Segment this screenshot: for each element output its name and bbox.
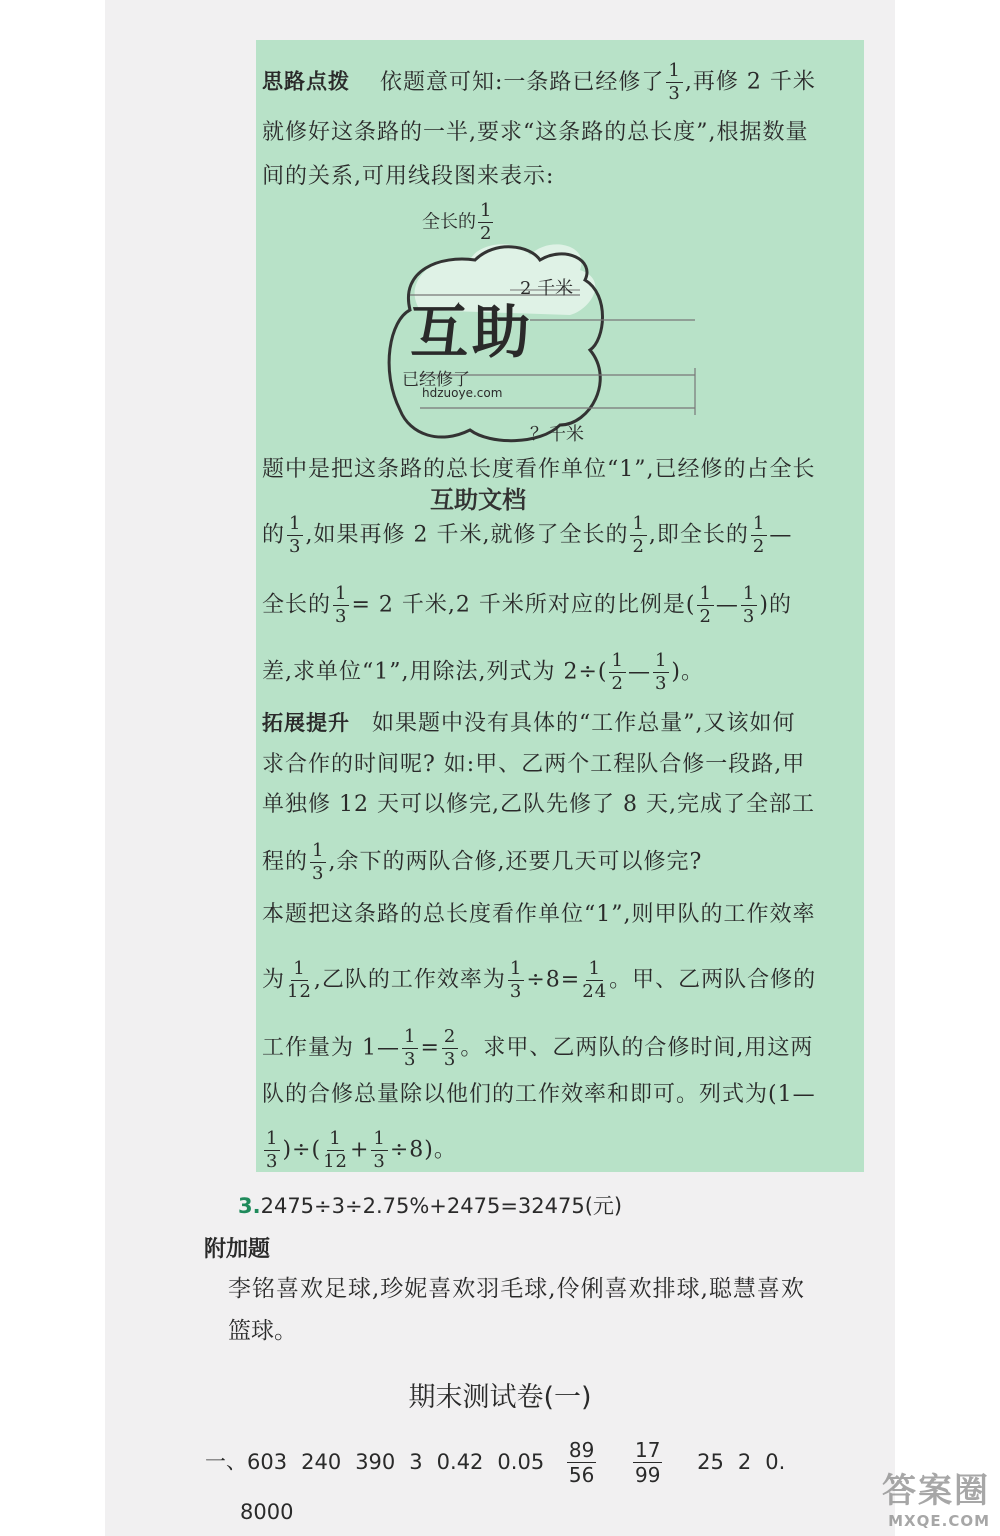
answer-line-1: 一、603 240 390 3 0.42 0.05 $\frac{89}{56}$ $\frac{17}{99}$ 25 2 0.	[205, 1438, 786, 1487]
hint-label: 思路点拨	[262, 69, 350, 94]
extend-line-9: $\frac{1}{3}$ )÷( $\frac{1}{12}$ + $\frac{1}{3}$ ÷8)。	[266, 1128, 457, 1172]
diagram-top-label: 全长的 $\frac{1}{2}$	[422, 200, 492, 244]
exam-title: 期末测试卷(一)	[408, 1382, 592, 1413]
watermark-caption: 互助文档	[430, 486, 526, 514]
extend-line-2: 求合作的时间呢? 如:甲、乙两个工程队合修一段路,甲	[262, 752, 806, 777]
diagram-km-top: 2 千米	[520, 278, 574, 299]
extend-line-7: 工作量为 1— $\frac{1}{3}$ = $\frac{2}{3}$ 。求甲、乙两队的合修时间,用这两	[262, 1026, 814, 1070]
diagram-km-bottom: ？千米	[530, 424, 584, 445]
answer-line-2: 8000	[240, 1500, 294, 1524]
hint-line-3: 间的关系,可用线段图来表示:	[262, 164, 555, 189]
extend-line-1: 拓展提升 如果题中没有具体的“工作总量”,又该如何	[262, 711, 796, 736]
fraction: $\frac{1}{3}$	[668, 60, 681, 104]
hint-line-1: 思路点拨 依题意可知:一条路已经修了 $\frac{1}{3}$ ,再修 2 千米	[262, 60, 816, 104]
diagram-built-label: 已经修了	[402, 370, 470, 390]
segment-diagram	[380, 200, 720, 460]
explain-line-1: 题中是把这条路的总长度看作单位“1”,已经修的占全长	[262, 457, 816, 482]
explain-line-4: 差,求单位“1”,用除法,列式为 2÷( $\frac{1}{2}$ — $\frac{1}{3}$ )。	[262, 650, 704, 694]
watermark-stamp: 互助	[410, 298, 535, 366]
extend-line-5: 本题把这条路的总长度看作单位“1”,则甲队的工作效率	[262, 902, 816, 927]
watermark-url: hdzuoye.com	[422, 386, 503, 400]
question-3: 3.2475÷3÷2.75%+2475=32475(元)	[238, 1194, 623, 1218]
bonus-label: 附加题	[204, 1237, 271, 1262]
bonus-line-1: 李铭喜欢足球,珍妮喜欢羽毛球,伶俐喜欢排球,聪慧喜欢	[228, 1276, 805, 1302]
extend-line-6: 为 $\frac{1}{12}$ ,乙队的工作效率为 $\frac{1}{3}$ ÷8= $\frac{1}{24}$ 。甲、乙两队合修的	[262, 958, 817, 1002]
extend-line-3: 单独修 12 天可以修完,乙队先修了 8 天,完成了全部工	[262, 792, 815, 817]
site-watermark: 答案圈 MXQE.COM	[882, 1471, 990, 1530]
explain-line-2: 的 $\frac{1}{3}$ ,如果再修 2 千米,就修了全长的 $\frac{1}{2}$ ,即全长的 $\frac{1}{2}$ —	[262, 513, 793, 557]
extend-line-8: 队的合修总量除以他们的工作效率和即可。列式为(1—	[262, 1082, 816, 1107]
explain-line-3: 全长的 $\frac{1}{3}$ = 2 千米,2 千米所对应的比例是( $\frac{1}{2}$ — $\frac{1}{3}$ )的	[262, 583, 792, 627]
hint-line-2: 就修好这条路的一半,要求“这条路的总长度”,根据数量	[262, 120, 809, 145]
extend-label: 拓展提升	[262, 711, 350, 735]
bonus-line-2: 篮球。	[228, 1318, 297, 1344]
extend-line-4: 程的 $\frac{1}{3}$ ,余下的两队合修,还要几天可以修完?	[262, 840, 703, 884]
